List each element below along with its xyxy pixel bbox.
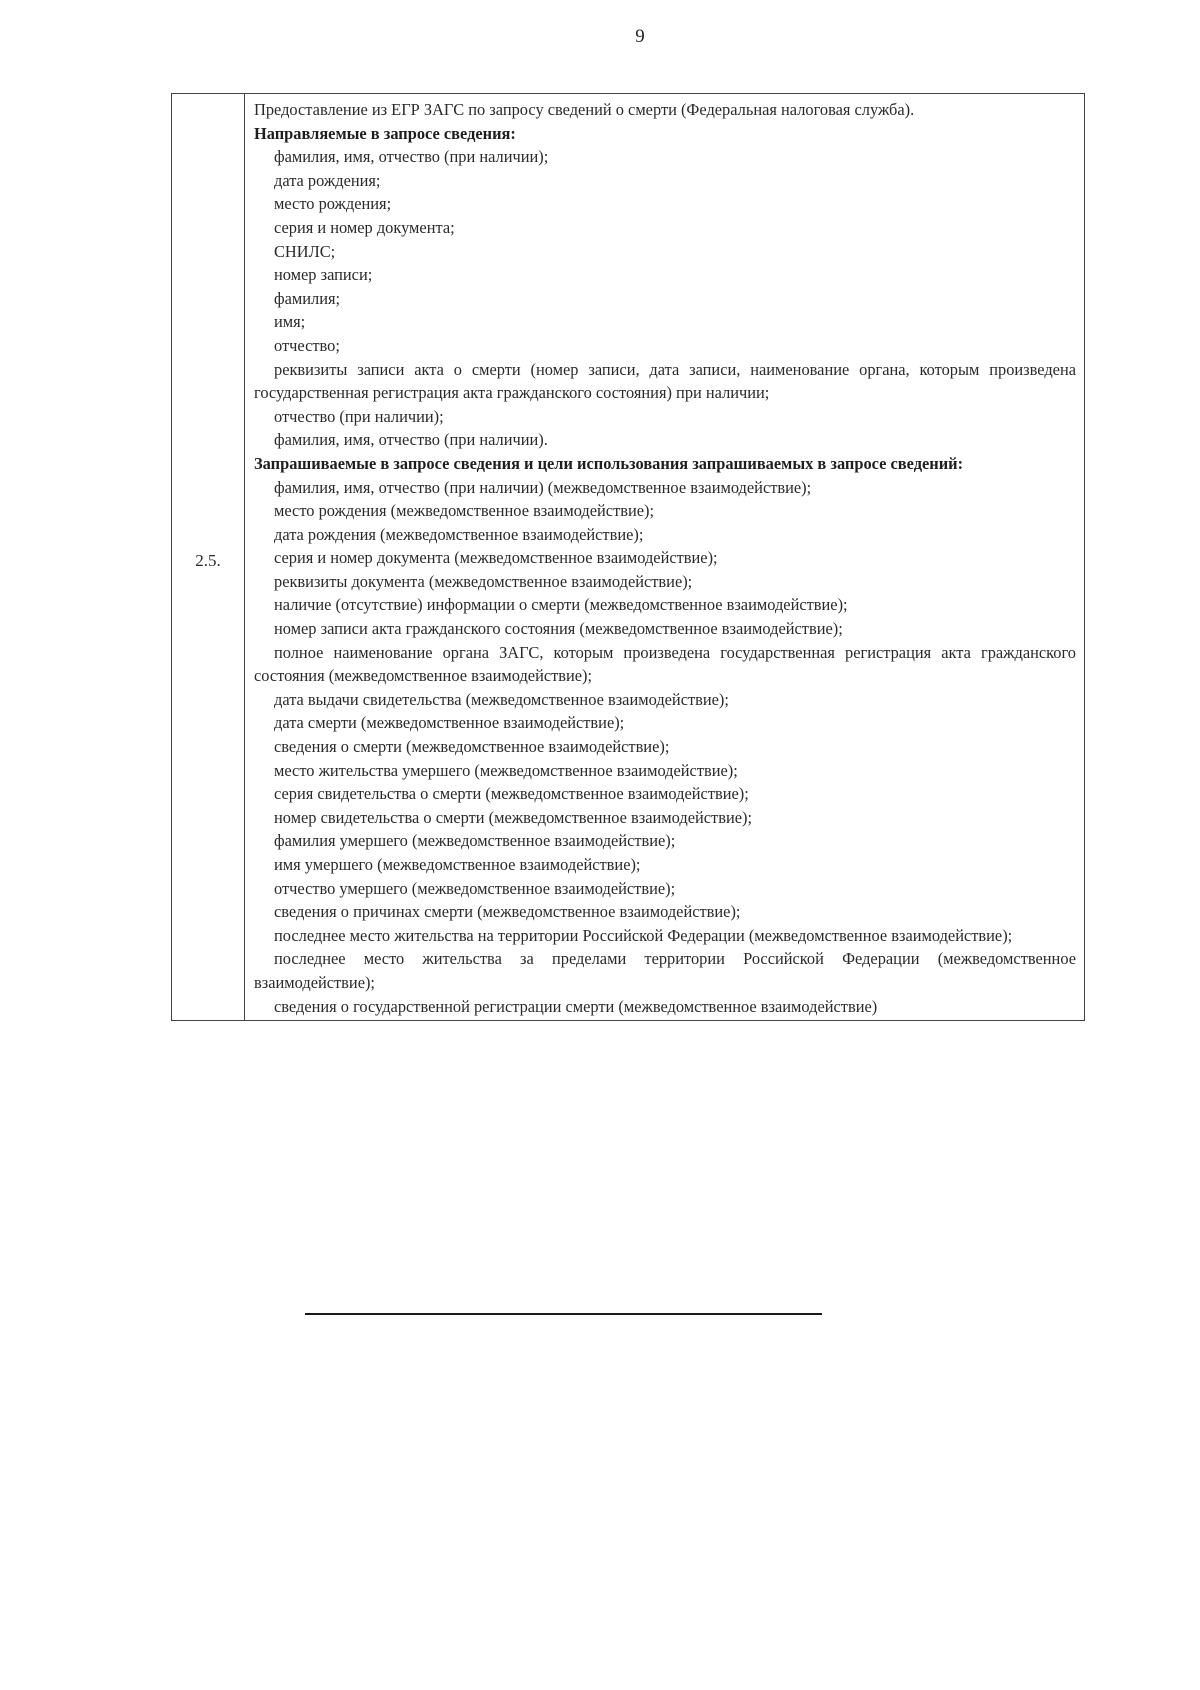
requested-info-item: последнее место жительства за пределами территории Российской Федерации (межведомственное взаимодействие); [254,949,1076,992]
requested-info-item: фамилия умершего (межведомственное взаимодействие); [274,831,676,851]
service-intro: Предоставление из ЕГР ЗАГС по запросу сведений о смерти (Федеральная налоговая служба). [254,100,915,119]
page-number: 9 [635,26,645,47]
sent-info-heading: Направляемые в запросе сведения: [254,123,516,143]
requested-info-item: серия и номер документа (межведомственное взаимодействие); [274,548,718,568]
requested-info-item: серия свидетельства о смерти (межведомственное взаимодействие); [274,784,749,804]
sent-info-item: серия и номер документа; [274,217,455,237]
sent-info-item: номер записи; [274,265,373,285]
requested-info-item: имя умершего (межведомственное взаимодействие); [274,855,641,874]
requested-info-item: наличие (отсутствие) информации о смерти (межведомственное взаимодействие); [274,595,848,615]
closing-rule [305,1313,822,1315]
row-content-cell [245,94,1085,1021]
requested-info-item: дата рождения (межведомственное взаимодействие); [274,524,644,544]
requested-info-item: номер свидетельства о смерти (межведомственное взаимодействие); [274,807,753,827]
requested-info-item: сведения о причинах смерти (межведомственное взаимодействие); [274,902,741,922]
requested-info-heading: Запрашиваемые в запросе сведения и цели использования запрашиваемых в запросе сведений: [254,453,964,473]
requested-info-item: последнее место жительства на территории Российской Федерации (межведомственное взаимодействие); [274,925,1013,945]
document-table [171,93,1085,1021]
row-number-cell: 2.5. [172,94,245,1021]
requested-info-item: место рождения (межведомственное взаимодействие); [274,501,655,521]
requested-info-item: полное наименование органа ЗАГС, которым произведена государственная регистрация акта гражданского состояния (межведомственное взаимодействие); [254,642,1076,686]
requested-info-item: отчество умершего (межведомственное взаимодействие); [274,878,676,898]
sent-info-item: отчество (при наличии); [274,406,444,426]
requested-info-item: сведения о государственной регистрации смерти (межведомственное взаимодействие) [274,996,878,1016]
requested-info-list [254,476,1076,1019]
requested-info-item: сведения о смерти (межведомственное взаимодействие); [274,737,670,757]
requested-info-item: место жительства умершего (межведомственное взаимодействие); [274,760,738,780]
sent-info-item: фамилия; [274,288,341,308]
requested-info-item: дата выдачи свидетельства (межведомственное взаимодействие); [274,689,729,709]
sent-info-item: фамилия, имя, отчество (при наличии); [274,147,549,167]
requested-info-item: номер записи акта гражданского состояния (межведомственное взаимодействие); [274,619,843,639]
sent-info-item: место рождения; [274,194,392,214]
table-row [172,94,1085,1021]
sent-info-item: дата рождения; [274,170,381,190]
requested-info-item: реквизиты документа (межведомственное взаимодействие); [274,571,693,591]
sent-info-item: реквизиты записи акта о смерти (номер записи, дата записи, наименование органа, которым произведена государственная регистрация акта гражданского состояния) при наличии; [254,359,1076,403]
sent-info-item: фамилия, имя, отчество (при наличии). [274,430,548,450]
sent-info-item: отчество; [274,335,340,355]
requested-info-item: дата смерти (межведомственное взаимодействие); [274,713,625,733]
sent-info-list [254,145,1076,452]
requested-info-item: фамилия, имя, отчество (при наличии) (межведомственное взаимодействие); [274,477,812,497]
sent-info-item: имя; [274,312,306,332]
sent-info-item: СНИЛС; [274,241,336,261]
